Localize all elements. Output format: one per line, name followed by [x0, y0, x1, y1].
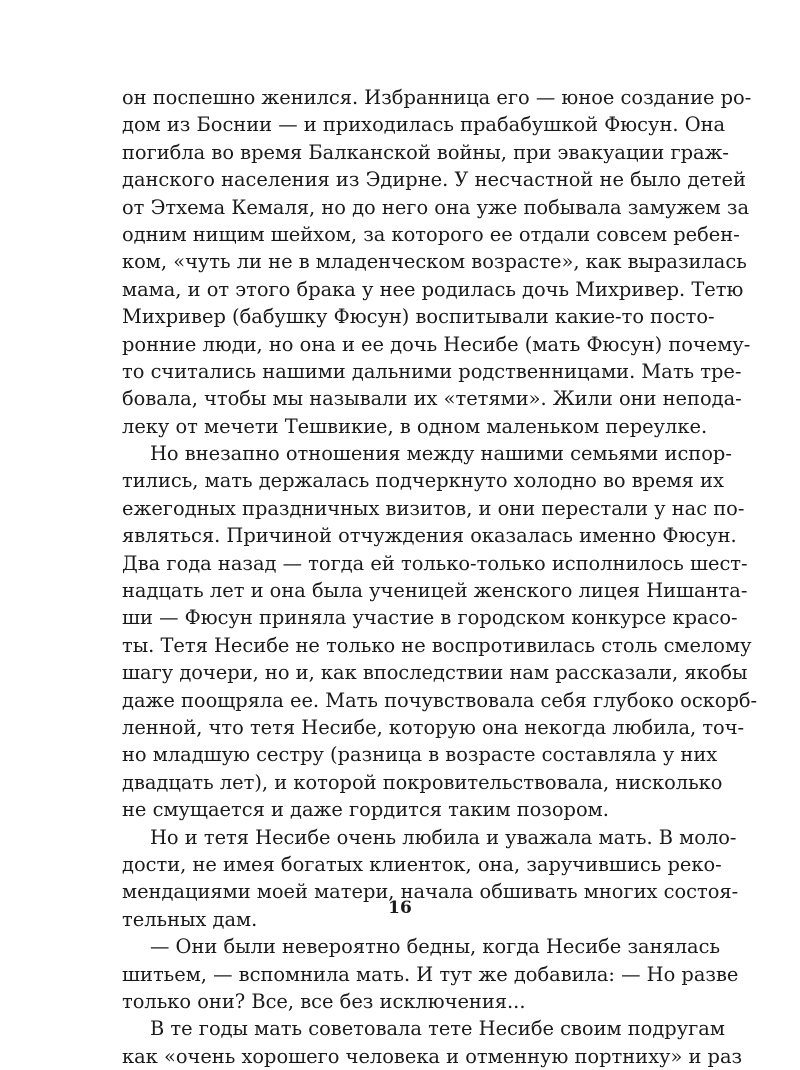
- paragraph: [122, 933, 739, 1015]
- text-line: Михривер (бабушку Фюсун) воспитывали какие-то посто-: [122, 305, 715, 329]
- text-line: Но внезапно отношения между нашими семьями испор-: [150, 442, 732, 466]
- text-line: даже поощряла ее. Мать почувствовала себя глубоко оскорб-: [122, 688, 758, 712]
- body-text: [122, 84, 758, 1070]
- paragraph: [122, 84, 752, 440]
- text-line: — Они были невероятно бедны, когда Несибе занялась: [150, 935, 721, 959]
- text-line: от Этхема Кемаля, но до него она уже побывала замужем за: [122, 195, 750, 219]
- text-line: шитьем, — вспомнила мать. И тут же добавила: — Но разве: [122, 962, 739, 986]
- text-line: Два года назад — тогда ей только-только исполнилось шест-: [122, 551, 748, 575]
- text-line: ежегодных праздничных визитов, и они перестали у нас по-: [122, 496, 745, 520]
- text-line: мама, и от этого брака у нее родилась дочь Михривер. Тетю: [122, 277, 744, 301]
- text-line: как «очень хорошего человека и отменную портниху» и раз: [122, 1044, 743, 1068]
- text-line: дом из Боснии — и приходилась прабабушкой Фюсун. Она: [122, 113, 726, 137]
- text-line: ком, «чуть ли не в младенческом возрасте», как выразилась: [122, 250, 747, 274]
- text-line: шагу дочери, но и, как впоследствии нам рассказали, якобы: [122, 661, 748, 685]
- text-line: одним нищим шейхом, за которого ее отдали совсем ребен-: [122, 222, 740, 246]
- text-line: тились, мать держалась подчеркнуто холодно во время их: [122, 469, 724, 493]
- text-line: дости, не имея богатых клиенток, она, заручившись реко-: [122, 852, 722, 876]
- text-line: то считались нашими дальними родственницами. Мать тре-: [122, 359, 742, 383]
- text-line: мендациями моей матери, начала обшивать многих состоя-: [122, 880, 739, 904]
- text-line: ты. Тетя Несибе не только не воспротивилась столь смелому: [122, 633, 752, 657]
- text-line: погибла во время Балканской войны, при эвакуации граж-: [122, 140, 729, 164]
- text-line: двадцать лет), и которой покровительствовала, нисколько: [122, 770, 723, 794]
- page-number: 16: [388, 898, 412, 918]
- text-line: бовала, чтобы мы называли их «тетями». Жили они непода-: [122, 387, 742, 411]
- text-line: ши — Фюсун приняла участие в городском конкурсе красо-: [122, 606, 738, 630]
- text-line: Но и тетя Несибе очень любила и уважала мать. В моло-: [150, 825, 737, 849]
- text-line: тельных дам.: [122, 907, 258, 931]
- text-line: ленной, что тетя Несибе, которую она некогда любила, точ-: [122, 715, 745, 739]
- text-line: являться. Причиной отчуждения оказалась именно Фюсун.: [122, 524, 737, 548]
- text-line: но младшую сестру (разница в возрасте составляла у них: [122, 743, 718, 767]
- text-line: ронние люди, но она и ее дочь Несибе (мать Фюсун) почему-: [122, 332, 751, 356]
- text-line: не смущается и даже гордится таким позором.: [122, 798, 609, 822]
- paragraph: [122, 440, 758, 823]
- text-line: леку от мечети Тешвикие, в одном маленьком переулке.: [122, 414, 708, 438]
- text-line: данского населения из Эдирне. У несчастной не было детей: [122, 168, 746, 192]
- text-line: он поспешно женился. Избранница его — юное создание ро-: [122, 86, 752, 109]
- text-line: В те годы мать советовала тете Несибе своим подругам: [150, 1017, 725, 1041]
- paragraph: [122, 1015, 743, 1070]
- text-line: надцать лет и она была ученицей женского лицея Нишанта-: [122, 579, 748, 603]
- text-line: только они? Все, все без исключения...: [122, 989, 526, 1013]
